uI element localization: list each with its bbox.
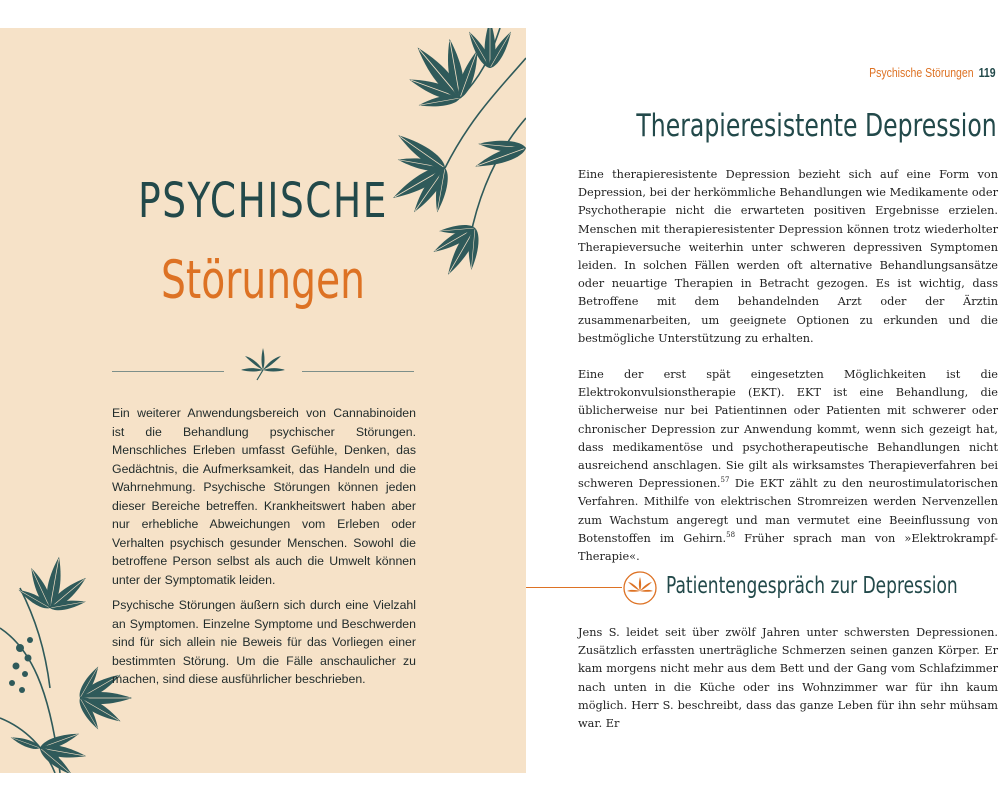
body-paragraph-2-part3: Früher sprach man von »Elektrokrampf-Therapie«.	[578, 531, 998, 564]
body-paragraph-2-part1: Eine der erst spät eingesetzten Möglichkeiten ist die Elektrokonvulsionstherapie (EKT). EKT ist eine Behandlung, die üblicherweise nur bei Patientinnen oder Patienten mit schwerer oder chronischer Depression zur Anwendung kommt, wenn sich gezeigt hat, dass medikamentöse und psychotherapeutische Behandlungen nicht ausreichend anschlagen. Sie gilt als wirksamstes Therapieverfahren bei schweren Depressionen.	[578, 368, 998, 491]
running-head-title: Psychische Störungen	[869, 66, 975, 80]
chapter-title-line2: Störungen	[160, 250, 365, 311]
left-paragraph-1: Ein weiterer Anwendungsbereich von Cannabinoiden ist die Behandlung psychischer Störungen. Menschliches Erleben umfasst Gefühle, Denken, das Gedächtnis, die Aufmerksamkeit, das Handeln und die Wahrnehmung. Psychische Störungen können jeden dieser Bereiche betreffen. Krankheitswert haben aber nur erhebliche Abweichungen vom Erleben oder Verhalten psychisch gesunder Menschen. Sowohl die betroffene Person selbst als auch die Umwelt können unter der Symptomatik leiden.	[112, 406, 416, 587]
section-title: Therapieresistente Depression	[636, 108, 997, 144]
running-head	[870, 66, 996, 80]
page-number: 119	[979, 66, 996, 80]
body-paragraph-3: Jens S. leidet seit über zwölf Jahren unter schwersten Depressionen. Zusätzlich erfassten unerträgliche Schmerzen seinen ganzen Körper. Er kam morgens nicht mehr aus dem Bett und der Gang vom Schlafzimmer nach unten in die Küche oder ins Wohnzimmer war für ihn kaum möglich. Herr S. beschreibt, dass das ganze Leben für ihn sehr mühsam war. Er	[578, 626, 998, 731]
subsection-title: Patientengespräch zur Depression	[666, 573, 958, 599]
divider-line-right	[302, 371, 414, 372]
botanical-illustration-top	[350, 28, 526, 288]
body-paragraph-1: Eine therapieresistente Depression bezieht sich auf eine Form von Depression, bei der herkömmliche Behandlungen wie Medikamente oder Psychotherapie nicht die erwarteten positiven Ergebnisse erzielen. Menschen mit therapieresistenter Depression können trotz wiederholter Therapieversuche weiterhin unter schweren depressiven Symptomen leiden. In solchen Fällen werden oft alternative Behandlungsansätze oder neuartige Therapien in Betracht gezogen. Es ist wichtig, dass Betroffene mit dem behandelnden Arzt oder der Ärztin zusammenarbeiten, um geeignete Optionen zu erkunden und die bestmögliche Unterstützung zu erhalten.	[578, 168, 998, 345]
subsection-rule	[526, 587, 622, 588]
right-page	[526, 0, 1000, 800]
divider-line-left	[112, 371, 224, 372]
left-page	[0, 28, 526, 773]
footnote-57: 57	[720, 476, 730, 485]
left-paragraph-2: Psychische Störungen äußern sich durch eine Vielzahl an Symptomen. Einzelne Symptome und Beschwerden sind für sich allein nie Beweis für das Vorliegen einer bestimmten Störung. Um die Fälle anschaulicher zu machen, sind diese ausführlicher beschrieben.	[112, 598, 416, 686]
body-paragraph-2	[578, 366, 998, 566]
footnote-58: 58	[726, 531, 736, 540]
cannabis-leaf-circle-icon	[622, 570, 658, 606]
cannabis-leaf-icon	[238, 346, 288, 386]
chapter-title-line1: PSYCHISCHE	[138, 173, 388, 229]
body-paragraph-2-part2: Die EKT zählt zu den neurostimulatorischen Verfahren. Mithilfe von elektrischen Stromreizen werden Nervenzellen zum Wachstum angeregt und man vermutet eine Beeinflussung von Botenstoffen im Gehirn.	[578, 477, 998, 545]
